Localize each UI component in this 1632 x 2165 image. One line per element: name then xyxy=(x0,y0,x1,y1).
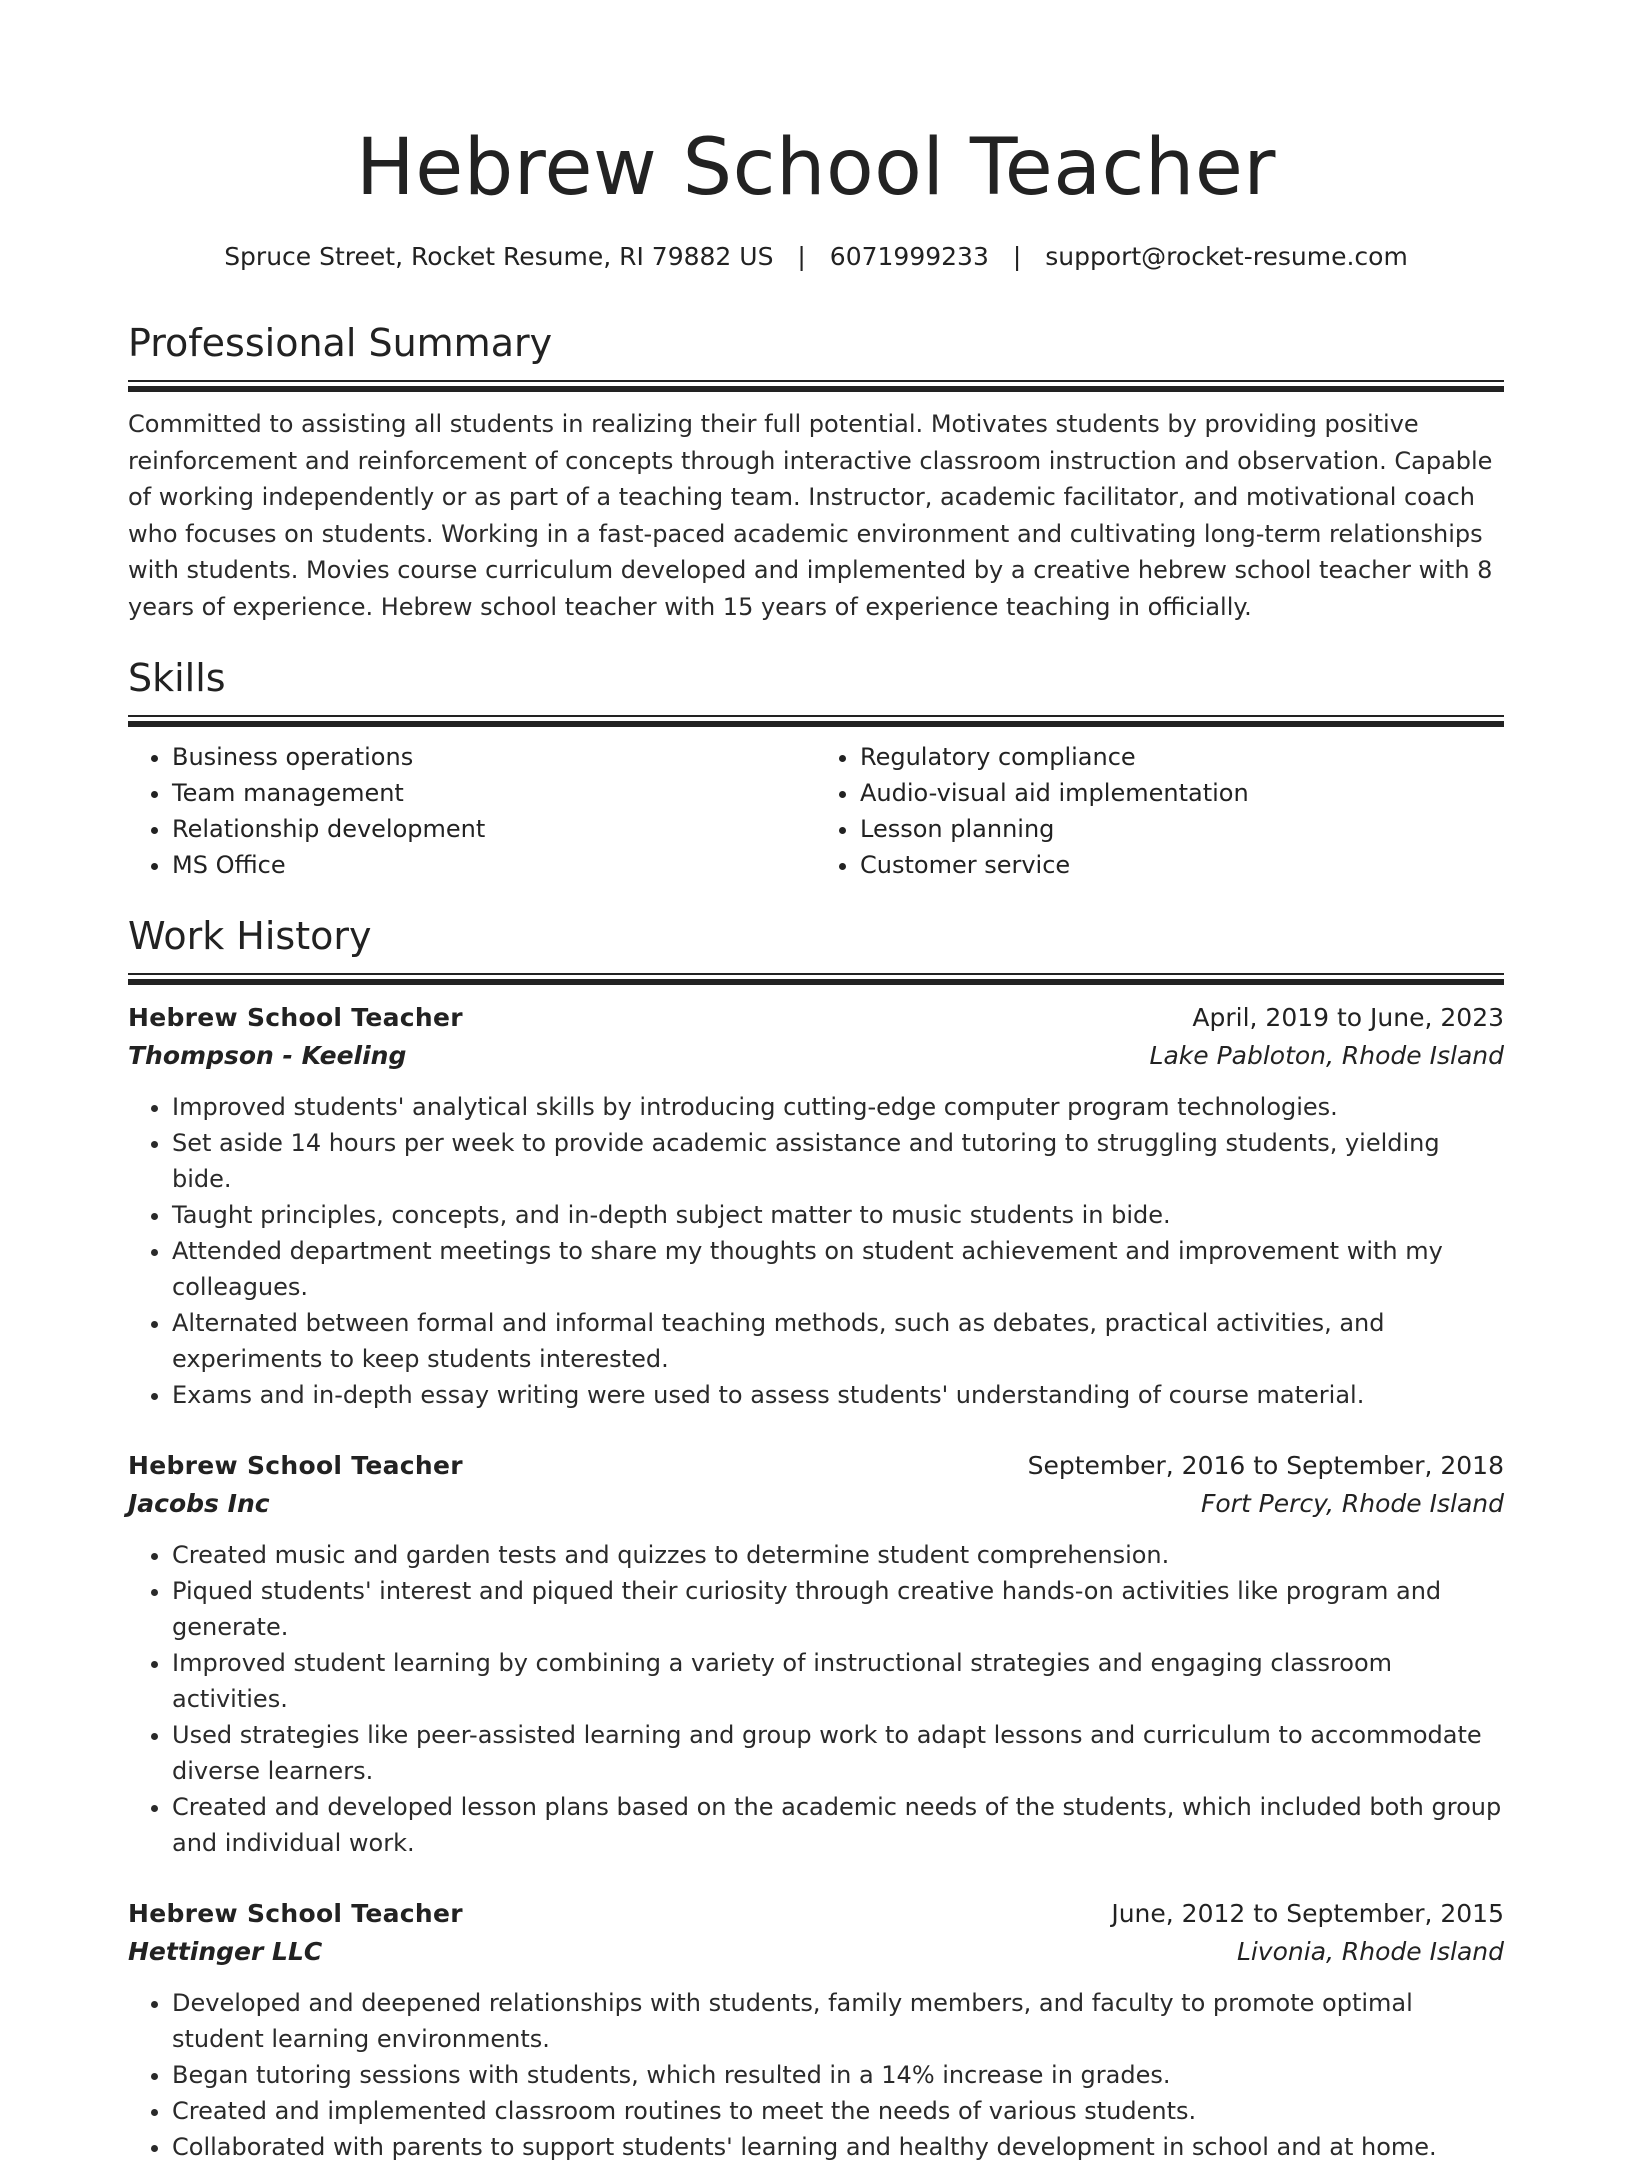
summary-heading: Professional Summary xyxy=(128,321,553,365)
skill-item: • Customer service xyxy=(860,847,1504,883)
job-company: Jacobs Inc xyxy=(128,1489,270,1518)
job-location: Livonia, Rhode Island xyxy=(1236,1937,1504,1966)
job-bullet: • Taught principles, concepts, and in-depth subject matter to music students in bide. xyxy=(172,1197,1504,1233)
work-history-heading: Work History xyxy=(128,914,372,958)
section-divider xyxy=(128,715,1504,727)
job-bullet: • Attended department meetings to share my thoughts on student achievement and improvement with my colleagues. xyxy=(172,1233,1504,1305)
contact-line xyxy=(128,240,1504,274)
job-title: Hebrew School Teacher xyxy=(128,1451,463,1480)
job-bullets xyxy=(128,1089,1504,1413)
job-header xyxy=(128,1447,1504,1485)
skill-item: • Lesson planning xyxy=(860,811,1504,847)
job-bullet: • Used strategies like peer-assisted learning and group work to adapt lessons and curriculum to accommodate diverse learners. xyxy=(172,1717,1504,1789)
job-bullet: • Exams and in-depth essay writing were used to assess students' understanding of course material. xyxy=(172,1377,1504,1413)
job-bullet: • Set aside 14 hours per week to provide academic assistance and tutoring to struggling students, yielding bide. xyxy=(172,1125,1504,1197)
job-dates: September, 2016 to September, 2018 xyxy=(1027,1451,1504,1480)
job-location: Lake Pabloton, Rhode Island xyxy=(1149,1041,1504,1070)
work-history-section xyxy=(128,913,1504,2165)
job-bullet: • Began tutoring sessions with students, which resulted in a 14% increase in grades. xyxy=(172,2057,1504,2093)
skills-section xyxy=(128,655,1504,883)
skill-item: • Audio-visual aid implementation xyxy=(860,775,1504,811)
contact-address: Spruce Street, Rocket Resume, RI 79882 US xyxy=(224,242,774,271)
job-bullet: • Piqued students' interest and piqued their curiosity through creative hands-on activities like program and generate. xyxy=(172,1573,1504,1645)
summary-text: Committed to assisting all students in realizing their full potential. Motivates students by providing positive reinforcement and reinforcement of concepts through interactive classroom instruction and observation. Capable of working independently or as part of a teaching team. Instructor, academic facilitator, and motivational coach who focuses on students. Working in a fast-paced academic environment and cultivating long-term relationships with students. Movies course curriculum developed and implemented by a creative hebrew school teacher with 8 years of experience. Hebrew school teacher with 15 years of experience teaching in officially. xyxy=(128,410,1493,621)
job-header xyxy=(128,999,1504,1037)
job-dates: April, 2019 to June, 2023 xyxy=(1192,1003,1504,1032)
job-header xyxy=(128,1895,1504,1933)
summary-section xyxy=(128,320,1504,625)
skill-item: • Regulatory compliance xyxy=(860,739,1504,775)
job-entry xyxy=(128,999,1504,1413)
resume-name: Hebrew School Teacher xyxy=(356,123,1276,213)
job-title: Hebrew School Teacher xyxy=(128,1003,463,1032)
section-divider xyxy=(128,973,1504,985)
job-bullet: • Improved students' analytical skills by introducing cutting-edge computer program technologies. xyxy=(172,1089,1504,1125)
skill-item: • Relationship development xyxy=(172,811,816,847)
job-dates: June, 2012 to September, 2015 xyxy=(1111,1899,1504,1928)
job-subheader xyxy=(128,1037,1504,1075)
skills-list-right xyxy=(816,739,1504,883)
skill-item: • Team management xyxy=(172,775,816,811)
skills-heading: Skills xyxy=(128,656,226,700)
job-title: Hebrew School Teacher xyxy=(128,1899,463,1928)
job-entry xyxy=(128,1895,1504,2165)
job-bullet: • Created and developed lesson plans based on the academic needs of the students, which included both group and individual work. xyxy=(172,1789,1504,1861)
job-company: Hettinger LLC xyxy=(128,1937,323,1966)
job-bullet: • Improved student learning by combining a variety of instructional strategies and engaging classroom activities. xyxy=(172,1645,1504,1717)
job-subheader xyxy=(128,1485,1504,1523)
contact-email: support@rocket-resume.com xyxy=(1045,242,1408,271)
skill-item: • Business operations xyxy=(172,739,816,775)
section-divider xyxy=(128,380,1504,392)
job-bullets xyxy=(128,1537,1504,1861)
job-company: Thompson - Keeling xyxy=(128,1041,407,1070)
job-subheader xyxy=(128,1933,1504,1971)
job-entry xyxy=(128,1447,1504,1861)
skills-list-left xyxy=(128,739,816,883)
skill-item: • MS Office xyxy=(172,847,816,883)
contact-separator: | xyxy=(1012,242,1022,271)
skills-columns xyxy=(128,739,1504,883)
job-bullet: • Alternated between formal and informal teaching methods, such as debates, practical activities, and experiments to keep students interested. xyxy=(172,1305,1504,1377)
job-bullet: • Developed and deepened relationships with students, family members, and faculty to promote optimal student learning environments. xyxy=(172,1985,1504,2057)
contact-separator: | xyxy=(797,242,806,271)
job-location: Fort Percy, Rhode Island xyxy=(1200,1489,1504,1518)
job-bullet: • Collaborated with parents to support students' learning and healthy development in school and at home. xyxy=(172,2129,1504,2165)
job-bullets xyxy=(128,1985,1504,2165)
job-bullet: • Created and implemented classroom routines to meet the needs of various students. xyxy=(172,2093,1504,2129)
job-bullet: • Created music and garden tests and quizzes to determine student comprehension. xyxy=(172,1537,1504,1573)
contact-phone: 6071999233 xyxy=(829,242,989,271)
